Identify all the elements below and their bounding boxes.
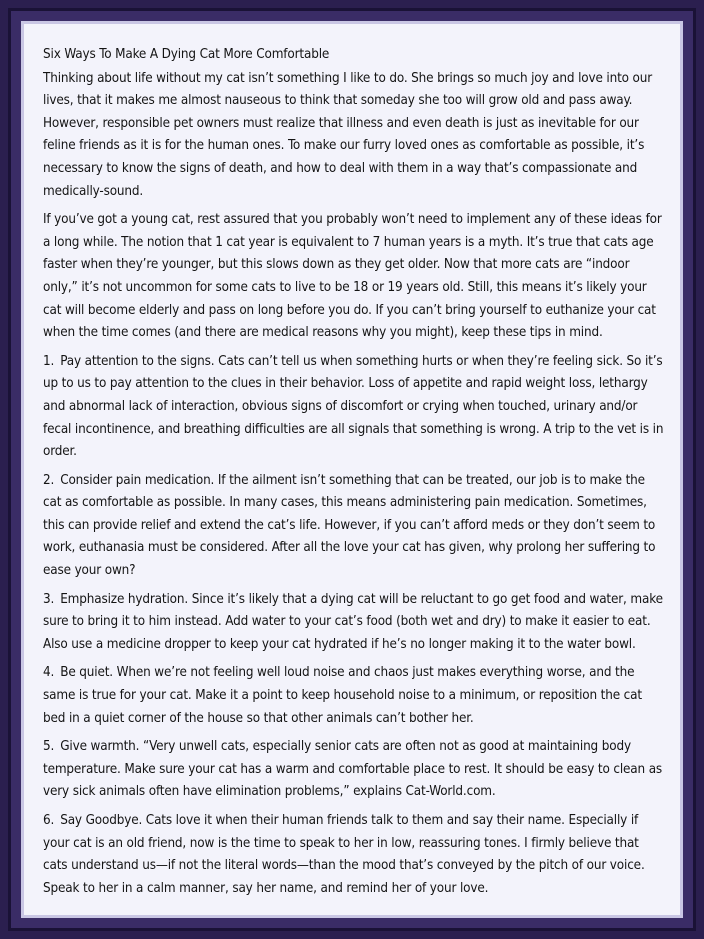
tip-text: Say Goodbye. Cats love it when their human friends talk to them and say their name. Especially if your cat is an old friend, now is the time to speak to her in low, reassuring tones. I firmly believe that cats understand us—if not the literal words—than the mood that’s conveyed by the pitch of our voice. Speak to her in a calm manner, say her name, and remind her of your love. xyxy=(43,813,645,896)
tip-6 xyxy=(43,810,664,900)
tip-number: 1. xyxy=(43,353,55,369)
tip-number: 6. xyxy=(43,813,55,828)
tip-text: Emphasize hydration. Since it’s likely that a dying cat will be reluctant to go get food and water, make sure to bring it to him instead. Add water to your cat’s food (both wet and dry) to make it easier to eat. Also use a medicine dropper to keep your cat hydrated if he’s no longer making it to the water bowl. xyxy=(43,591,663,652)
intro-paragraph-1: Thinking about life without my cat isn’t something I like to do. She brings so much joy and love into our lives, that it makes me almost nauseous to think that someday she too will grow old and pass away. However, responsible pet owners must realize that illness and even death is just as inevitable for our feline friends as it is for the human ones. To make our furry loved ones as comfortable as possible, it’s necessary to know the signs of death, and how to deal with them in a way that’s compassionate and medically-sound. xyxy=(43,70,653,199)
intro-paragraph-2: If you’ve got a young cat, rest assured that you probably won’t need to implement any of these ideas for a long while. The notion that 1 cat year is equivalent to 7 human years is a myth. It’s true that cats age faster when they’re younger, but this slows down as they get older. Now that more cats are “indoor only,” it’s not uncommon for some cats to live to be 18 or 19 years old. Still, this means it’s likely your cat will become elderly and pass on long before you do. If you can’t bring yourself to euthanize your cat when the time comes (and there are medical reasons why you might), keep these tips in mind. xyxy=(43,212,662,341)
tip-text: Give warmth. “Very unwell cats, especially senior cats are often not as good at maintaining body temperature. Make sure your cat has a warm and comfortable place to rest. It should be easy to clean as very sick animals often have elimination problems,” explains Cat-World.com. xyxy=(43,739,663,800)
tip-number: 2. xyxy=(43,472,55,488)
tip-2 xyxy=(43,470,664,583)
tip-number: 5. xyxy=(43,739,55,755)
tip-4 xyxy=(43,662,664,730)
tip-1 xyxy=(43,351,664,464)
article-panel xyxy=(21,21,683,918)
tip-text: Be quiet. When we’re not feeling well loud noise and chaos just makes everything worse, and the same is true for your cat. Make it a point to keep household noise to a minimum, or reposition the cat bed in a quiet corner of the house so that other animals can’t bother her. xyxy=(43,665,642,726)
tip-number: 4. xyxy=(43,665,55,681)
tip-5 xyxy=(43,736,664,804)
article-body xyxy=(43,44,664,900)
tip-text: Consider pain medication. If the ailment isn’t something that can be treated, our job is to make the cat as comfortable as possible. In many cases, this means administering pain medication. Sometimes, this can provide relief and extend the cat’s life. However, if you can’t afford meds or they don’t seem to work, euthanasia must be considered. After all the love your cat has given, why prolong her suffering to ease your own? xyxy=(43,472,656,579)
tip-number: 3. xyxy=(43,591,55,607)
article-title: Six Ways To Make A Dying Cat More Comfortable xyxy=(43,47,330,62)
outer-frame xyxy=(8,8,696,931)
tip-3 xyxy=(43,589,664,657)
tip-text: Pay attention to the signs. Cats can’t tell us when something hurts or when they’re feeling sick. So it’s up to us to pay attention to the clues in their behavior. Loss of appetite and rapid weight loss, lethargy and abnormal lack of interaction, obvious signs of discomfort or crying when touched, urinary and/or fecal incontinence, and breathing difficulties are all signals that something is wrong. A trip to the vet is in order. xyxy=(43,353,664,460)
